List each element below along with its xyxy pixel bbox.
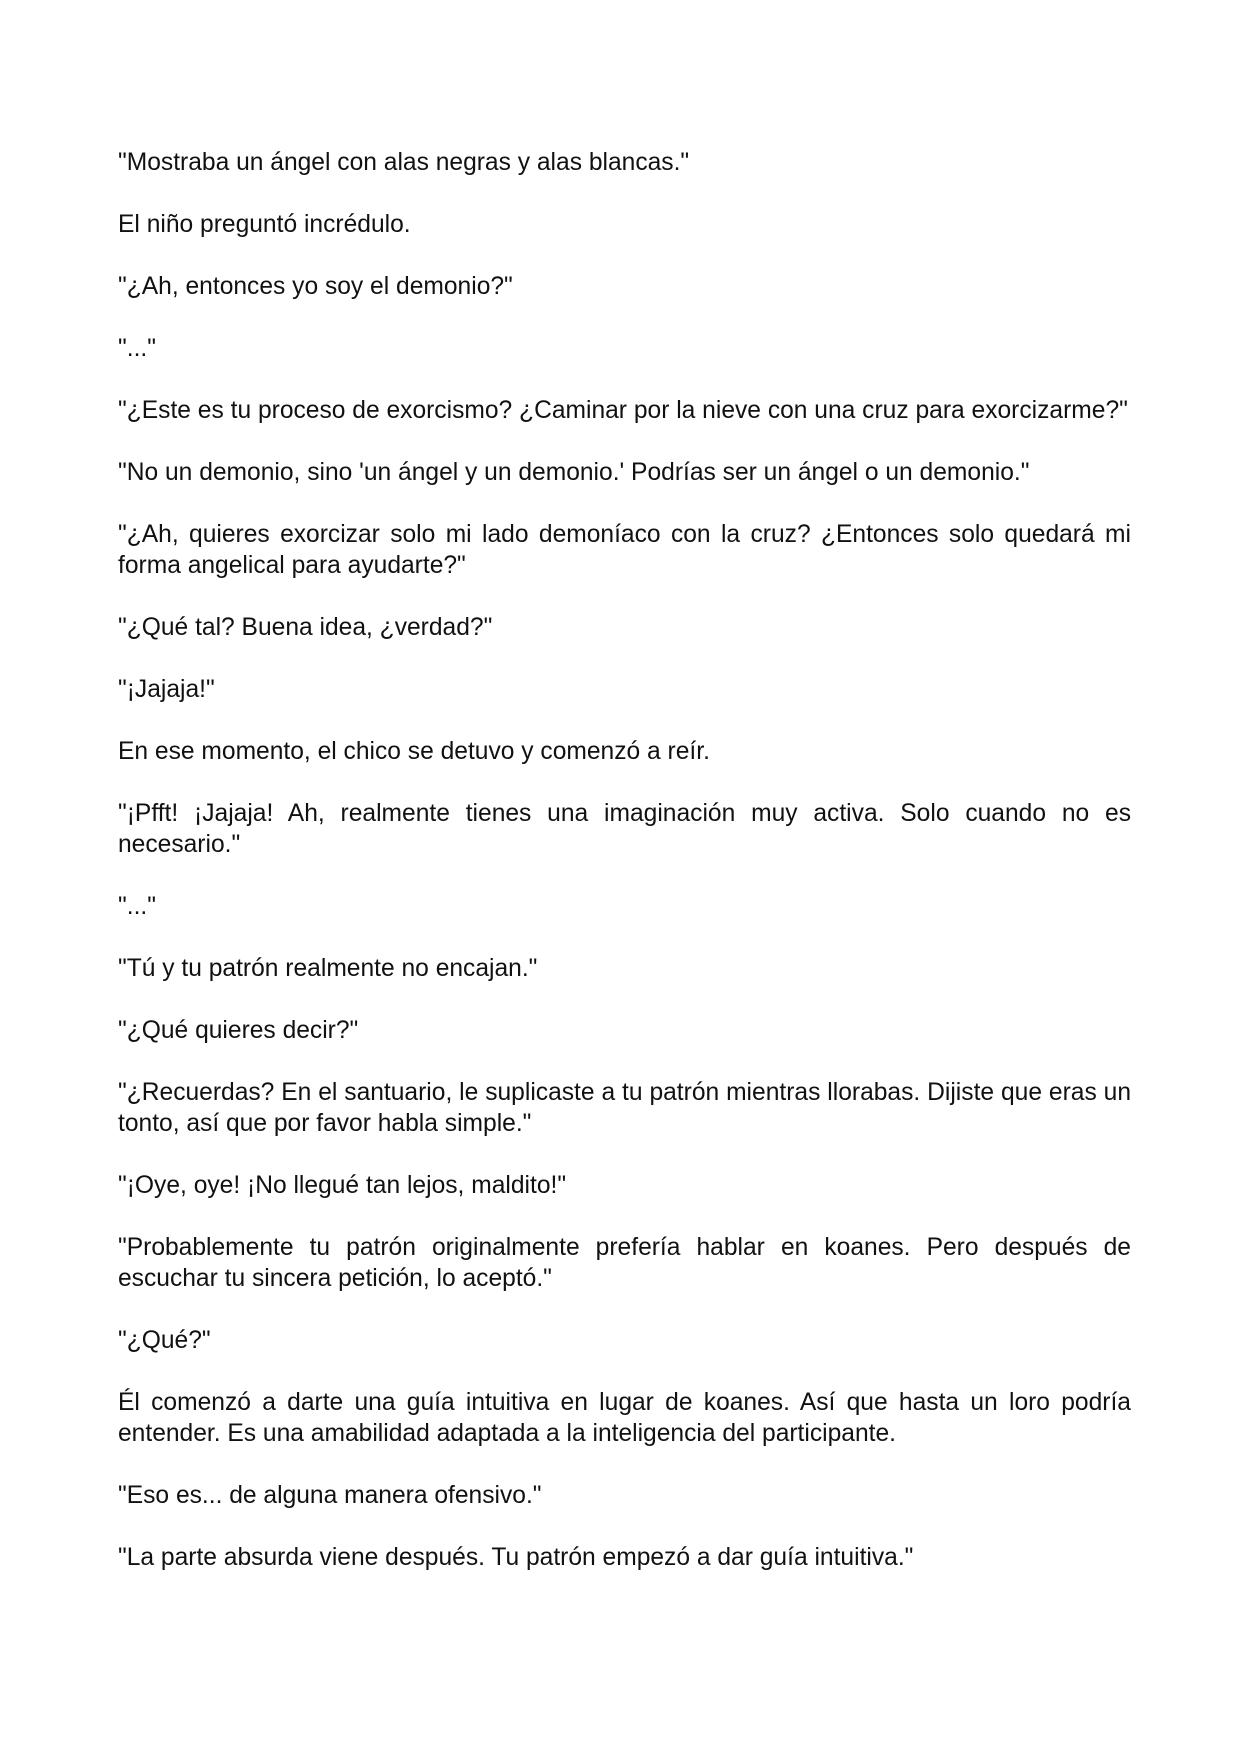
paragraph: "Eso es... de alguna manera ofensivo." xyxy=(118,1482,542,1509)
paragraph: "¿Qué tal? Buena idea, ¿verdad?" xyxy=(118,614,493,641)
paragraph: "¡Jajaja!" xyxy=(118,676,215,703)
paragraph: "No un demonio, sino 'un ángel y un demonio.' Podrías ser un ángel o un demonio." xyxy=(118,459,1030,486)
paragraph: "¿Qué quieres decir?" xyxy=(118,1017,359,1044)
paragraph: "Mostraba un ángel con alas negras y alas blancas." xyxy=(118,149,690,176)
paragraph: "..." xyxy=(118,335,156,362)
paragraph: "¿Ah, entonces yo soy el demonio?" xyxy=(118,273,513,300)
paragraph: "Tú y tu patrón realmente no encajan." xyxy=(118,955,538,982)
paragraph: "¿Ah, quieres exorcizar solo mi lado demoníaco con la cruz? ¿Entonces solo quedará mi forma angelical para ayudarte?" xyxy=(118,521,1131,579)
paragraph: "La parte absurda viene después. Tu patrón empezó a dar guía intuitiva." xyxy=(118,1544,914,1571)
paragraph: "¡Pfft! ¡Jajaja! Ah, realmente tienes una imaginación muy activa. Solo cuando no es necesario." xyxy=(118,800,1131,858)
paragraph: El niño preguntó incrédulo. xyxy=(118,211,411,238)
paragraph: Él comenzó a darte una guía intuitiva en lugar de koanes. Así que hasta un loro podría entender. Es una amabilidad adaptada a la inteligencia del participante. xyxy=(118,1389,1131,1447)
paragraph: "¿Qué?" xyxy=(118,1327,211,1354)
paragraph: En ese momento, el chico se detuvo y comenzó a reír. xyxy=(118,738,710,765)
paragraph: "¡Oye, oye! ¡No llegué tan lejos, maldito!" xyxy=(118,1172,567,1199)
paragraph: "¿Este es tu proceso de exorcismo? ¿Caminar por la nieve con una cruz para exorcizarme?" xyxy=(118,397,1128,424)
document-page xyxy=(118,147,1131,1604)
paragraph: "¿Recuerdas? En el santuario, le suplicaste a tu patrón mientras llorabas. Dijiste que eras un tonto, así que por favor habla simple." xyxy=(118,1079,1131,1137)
paragraph: "..." xyxy=(118,893,156,920)
paragraph: "Probablemente tu patrón originalmente prefería hablar en koanes. Pero después de escuchar tu sincera petición, lo aceptó." xyxy=(118,1234,1131,1292)
